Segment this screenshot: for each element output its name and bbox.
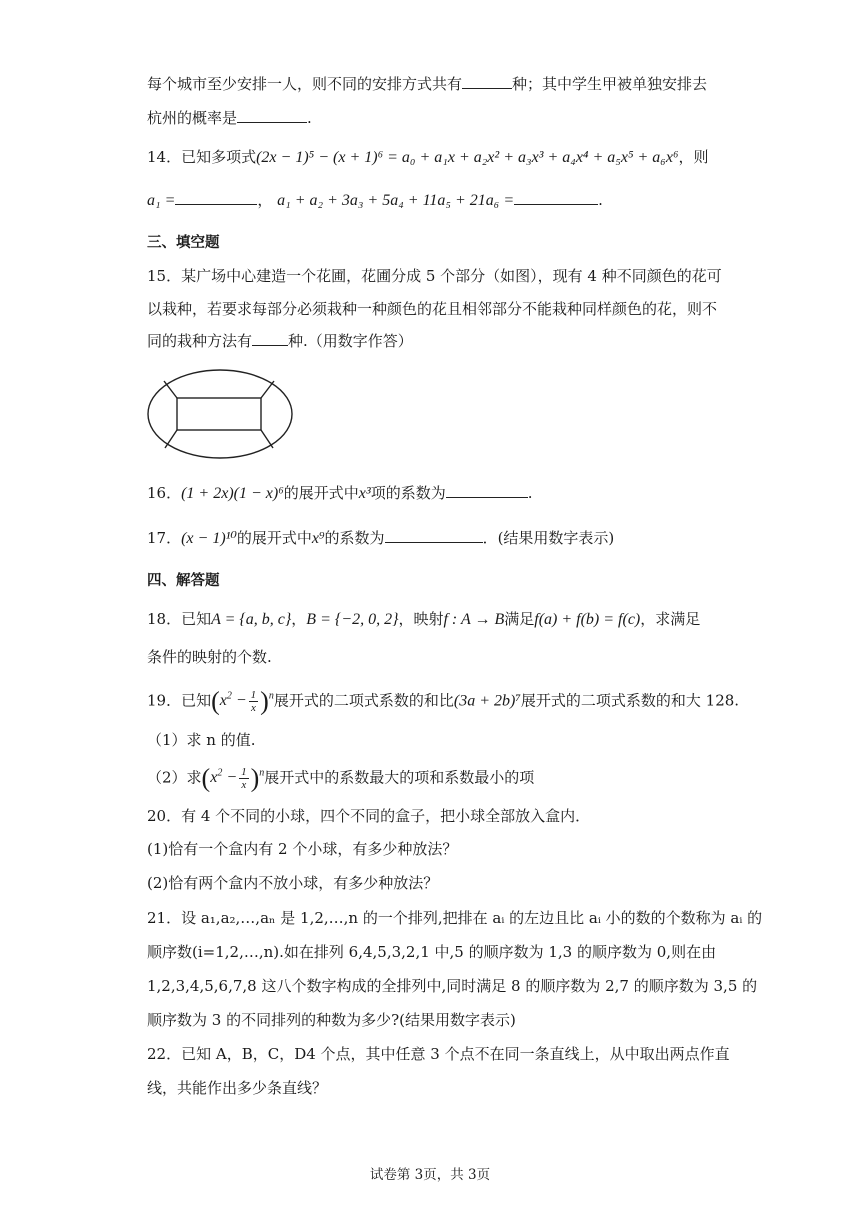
- q18-text-d: ，求满足: [640, 610, 701, 628]
- q22-line2: 线，共能作出多少条直线？: [147, 1079, 328, 1097]
- q16-line: [147, 482, 532, 505]
- q15-line3: [147, 330, 413, 352]
- q15-text-a: 同的栽种方法有: [147, 332, 253, 350]
- q19-expression-2: (3a + 2b)⁷: [453, 692, 521, 710]
- answer-blank: [252, 330, 288, 346]
- section-heading-fill-blank: 三、填空题: [147, 234, 220, 251]
- q18-text-c: 满足: [504, 610, 535, 628]
- q14-end: .: [598, 191, 603, 209]
- q14-number: 14．已知多项式: [147, 148, 257, 166]
- q17-text-a: 的展开式中: [236, 529, 312, 547]
- q19-sub2: [147, 763, 534, 791]
- answer-blank: [446, 482, 528, 498]
- page-footer: 试卷第 3页，共 3页: [369, 1167, 491, 1183]
- figure-inner-rect: [177, 398, 261, 430]
- q18-line1: [147, 608, 700, 631]
- figure-divider: [261, 430, 273, 448]
- q17-end: ．(结果用数字表示): [482, 529, 615, 547]
- q19-binomial-expression: ($x^2$ − $\frac{1}{x}$ )$^n$: [211, 686, 274, 716]
- q17-line: [147, 527, 614, 550]
- q14-line1: [147, 146, 709, 169]
- q22-line1: 22．已知 A，B，C，D4 个点，其中任意 3 个点不在同一条直线上，从中取出两点作直: [147, 1045, 730, 1063]
- figure-divider: [261, 381, 274, 398]
- q21-line1: 21．设 a₁,a₂,…,aₙ 是 1,2,…,n 的一个排列,把排在 aᵢ 的左边且比 aᵢ 小的数的个数称为 aᵢ 的: [147, 909, 763, 927]
- answer-blank: [514, 189, 598, 205]
- q16-text-b: 项的系数为: [370, 484, 446, 502]
- q18-text-a: 18．已知: [147, 610, 212, 628]
- answer-blank: [385, 527, 483, 543]
- q19-text-a: 19．已知: [147, 691, 212, 710]
- q13-text-a: 每个城市至少安排一人，则不同的安排方式共有: [147, 75, 463, 93]
- figure-divider: [165, 430, 177, 448]
- q13-text-d: .: [307, 109, 312, 127]
- q18-text-b: ，映射: [398, 610, 444, 628]
- answer-blank: [175, 189, 257, 205]
- q14-polynomial: (2x − 1)⁵ − (x + 1)⁶ = a₀ + a₁x + a₂x² + a₃x³ + a₄x⁴ + a₅x⁵ + a₆x⁶: [256, 149, 679, 166]
- q17-expression: (x − 1)¹⁰: [181, 530, 237, 547]
- q13-line2: [147, 107, 312, 129]
- q15-line1: 15．某广场中心建造一个花圃，花圃分成 5 个部分（如图），现有 4 种不同颜色的花可: [147, 267, 722, 285]
- q19-sub2-text-a: （2）求: [147, 768, 202, 787]
- q19-text-b: 展开式的二项式系数的和比: [273, 691, 454, 710]
- q14-tail: ，则: [678, 148, 709, 166]
- q13-text-c: 杭州的概率是: [147, 109, 238, 127]
- answer-blank: [462, 73, 512, 89]
- answer-blank: [237, 107, 307, 123]
- q17-variable: x⁹: [311, 530, 325, 547]
- q19-line1: [147, 686, 739, 714]
- q18-set-b: B = {−2, 0, 2}: [306, 611, 399, 628]
- q14-a1: a₁ =: [147, 192, 176, 209]
- q17-number: 17．: [147, 529, 182, 547]
- q16-variable: x³: [358, 485, 371, 502]
- q21-line2: 顺序数(i=1,2,…,n).如在排列 6,4,5,3,2,1 中,5 的顺序数为 1,3 的顺序数为 0,则在由: [147, 943, 717, 961]
- figure-divider: [164, 381, 177, 398]
- section-heading-solve: 四、解答题: [147, 572, 220, 589]
- q19-sub1: （1）求 n 的值.: [147, 731, 256, 749]
- q18-set-a: A = {a, b, c}: [211, 611, 292, 628]
- q21-line4: 顺序数为 3 的不同排列的种数为多少?(结果用数字表示): [147, 1011, 516, 1029]
- q13-text-b: 种；其中学生甲被单独安排去: [512, 75, 708, 93]
- q20-sub1: (1)恰有一个盒内有 2 个小球，有多少种放法？: [147, 840, 458, 858]
- q16-end: .: [527, 484, 533, 502]
- q19-text-c: 展开式的二项式系数的和大 128.: [520, 691, 740, 710]
- q14-line2: a₁ = ， a₁ + a₂ + 3a₃ + 5a₄ + 11a₅ + 21a₆ = .: [147, 191, 603, 209]
- q21-line3: 1,2,3,4,5,6,7,8 这八个数字构成的全排列中,同时满足 8 的顺序数为 2,7 的顺序数为 3,5 的: [147, 977, 758, 995]
- q19-sub2-text-b: 展开式中的系数最大的项和系数最小的项: [264, 768, 535, 787]
- q19-binomial-expression: ($x^2$ − $\frac{1}{x}$ )$^n$: [201, 763, 265, 793]
- flower-bed-figure: [145, 368, 295, 464]
- q18-sep: ，: [291, 610, 307, 628]
- q16-expression: (1 + 2x)(1 − x)⁶: [181, 485, 284, 502]
- q15-line2: 以栽种，若要求每部分必须栽种一种颜色的花且相邻部分不能栽种同样颜色的花，则不: [147, 300, 718, 318]
- q13-line1: [147, 73, 707, 95]
- q18-map: f : A → B: [443, 611, 505, 628]
- q14-sum-expr: a₁ + a₂ + 3a₃ + 5a₄ + 11a₅ + 21a₆ =: [277, 192, 515, 209]
- q16-number: 16．: [147, 484, 182, 502]
- q16-text-a: 的展开式中: [283, 484, 359, 502]
- q18-condition: f(a) + f(b) = f(c): [534, 611, 641, 628]
- q17-text-b: 的系数为: [324, 529, 385, 547]
- q18-line2: 条件的映射的个数.: [147, 648, 272, 666]
- q20-line1: 20．有 4 个不同的小球，四个不同的盒子，把小球全部放入盒内．: [147, 807, 591, 825]
- q15-text-b: 种.（用数字作答）: [288, 332, 413, 350]
- q20-sub2: (2)恰有两个盒内不放小球，有多少种放法？: [147, 874, 439, 892]
